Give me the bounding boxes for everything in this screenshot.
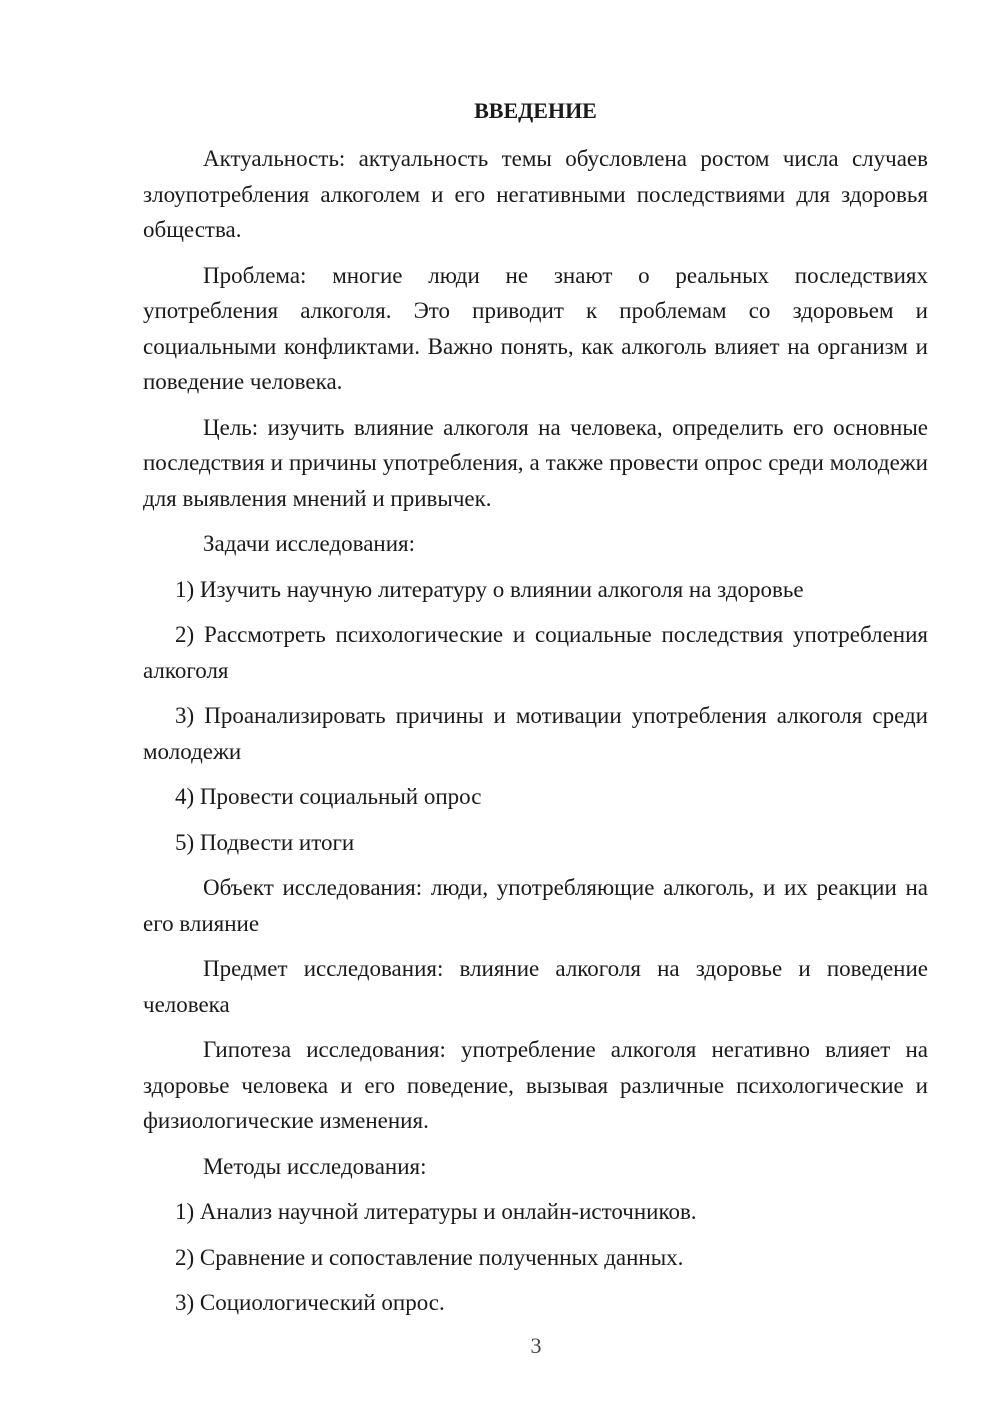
paragraph-relevance: Актуальность: актуальность темы обусловлена ростом числа случаев злоупотребления алкоголем и его негативными последствиями для здоровья общества.: [143, 146, 928, 242]
page-number: 3: [530, 1333, 542, 1358]
method-item-2: 2) Сравнение и сопоставление полученных данных.: [175, 1244, 684, 1270]
task-item-3: 3) Проанализировать причины и мотивации употребления алкоголя среди молодежи: [143, 703, 928, 764]
paragraph-object: Объект исследования: люди, употребляющие алкоголь, и их реакции на его влияние: [143, 875, 928, 936]
page-content: [143, 96, 928, 1331]
paragraph-problem: Проблема: многие люди не знают о реальных последствиях употребления алкоголя. Это приводит к проблемам со здоровьем и социальными конфликтами. Важно понять, как алкоголь влияет на организм и поведение человека.: [143, 262, 928, 394]
paragraph-goal: Цель: изучить влияние алкоголя на человека, определить его основные последствия и причины употребления, а также провести опрос среди молодежи для выявления мнений и привычек.: [143, 414, 928, 511]
method-item-1: 1) Анализ научной литературы и онлайн-источников.: [175, 1199, 697, 1224]
task-item-1: 1) Изучить научную литературу о влиянии алкоголя на здоровье: [175, 576, 804, 602]
task-item-4: 4) Провести социальный опрос: [175, 784, 482, 809]
paragraph-subject: Предмет исследования: влияние алкоголя на здоровье и поведение человека: [143, 956, 928, 1017]
task-item-2: 2) Рассмотреть психологические и социальные последствия употребления алкоголя: [143, 622, 928, 683]
tasks-heading: Задачи исследования:: [203, 531, 416, 556]
methods-heading: Методы исследования:: [203, 1153, 427, 1179]
task-item-5: 5) Подвести итоги: [175, 829, 355, 855]
method-item-3: 3) Социологический опрос.: [175, 1290, 445, 1315]
page-title: ВВЕДЕНИЕ: [474, 98, 597, 123]
paragraph-hypothesis: Гипотеза исследования: употребление алкоголя негативно влияет на здоровье человека и его поведение, вызывая различные психологические и физиологические изменения.: [143, 1037, 928, 1133]
